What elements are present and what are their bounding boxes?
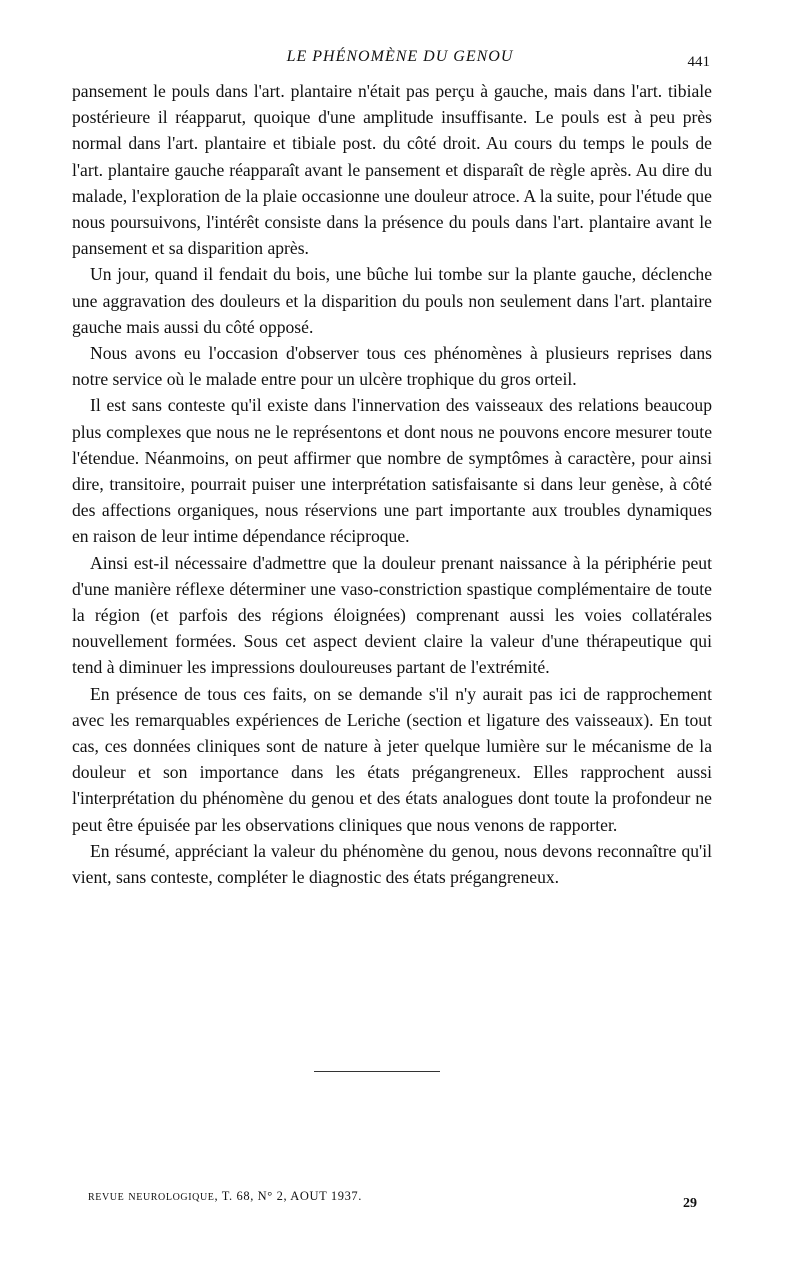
paragraph: Il est sans conteste qu'il existe dans l'innervation des vaisseaux des relations beaucoup plus complexes que nous ne le représentons et dont nous ne pouvons encore mesurer toute l'étendue. Néanmoins, on peut affirmer que nombre de symptômes à caractère, pour ainsi dire, transitoire, pourrait puiser une interprétation satisfaisante si dans leur genèse, à côté des affections organiques, nous réservions une part importante aux troubles dynamiques en raison de leur intime dépendance réciproque. <box>72 395 712 547</box>
paragraph: En présence de tous ces faits, on se demande s'il n'y aurait pas ici de rapprochement avec les remarquables expériences de Leriche (section et ligature des vaisseaux). En tout cas, ces données cliniques sont de nature à jeter quelque lumière sur le mécanisme de la douleur et son importance dans les états prégangreneux. Elles rapprochent aussi l'interprétation du phénomène du genou et des états analogues dont toute la profondeur ne peut être épuisée par les observations cliniques que nous venons de rapporter. <box>72 683 712 835</box>
page-number: 441 <box>687 54 710 70</box>
journal-footer: revue neurologique, T. 68, N° 2, AOUT 1937. <box>88 1189 362 1204</box>
paragraph: Nous avons eu l'occasion d'observer tous ces phénomènes à plusieurs reprises dans notre service où le malade entre pour un ulcère trophique du gros orteil. <box>72 343 712 390</box>
section-separator <box>314 1071 440 1072</box>
paragraph: Ainsi est-il nécessaire d'admettre que la douleur prenant naissance à la périphérie peut d'une manière réflexe déterminer une vaso-constriction spastique complémentaire de toute la région (et parfois des régions éloignées) comprenant aussi les voies collatérales nouvellement formées. Sous cet aspect devient claire la valeur d'une thérapeutique qui tend à diminuer les impressions douloureuses partant de l'extrémité. <box>72 552 712 678</box>
paragraph: En résumé, appréciant la valeur du phénomène du genou, nous devons reconnaître qu'il vient, sans conteste, compléter le diagnostic des états prégangreneux. <box>72 840 712 888</box>
paragraph: Un jour, quand il fendait du bois, une bûche lui tombe sur la plante gauche, déclenche une aggravation des douleurs et la disparition du pouls non seulement dans l'art. plantaire gauche mais aussi du côté opposé. <box>72 264 712 337</box>
journal-date: AOUT 1937. <box>290 1189 362 1203</box>
running-head: LE PHÉNOMÈNE DU GENOU <box>286 48 514 65</box>
journal-issue: N° 2 <box>257 1189 284 1203</box>
journal-name: revue neurologique <box>88 1189 215 1204</box>
article-body <box>72 78 712 890</box>
signature-mark: 29 <box>683 1196 697 1211</box>
journal-volume: T. 68 <box>221 1189 251 1203</box>
paragraph: pansement le pouls dans l'art. plantaire n'était pas perçu à gauche, mais dans l'art. tibiale postérieure il réapparut, quoique d'une amplitude insuffisante. Le pouls est à peu près normal dans l'art. plantaire et tibiale post. du côté droit. Au cours du temps le pouls de l'art. plantaire gauche réapparaît avant le pansement et disparaît de règle après. Au dire du malade, l'exploration de la plaie occasionne une douleur atroce. A la suite, pour l'étude que nous poursuivons, l'intérêt consiste dans la présence du pouls dans l'art. plantaire avant le pansement et sa disparition après. <box>72 81 712 259</box>
